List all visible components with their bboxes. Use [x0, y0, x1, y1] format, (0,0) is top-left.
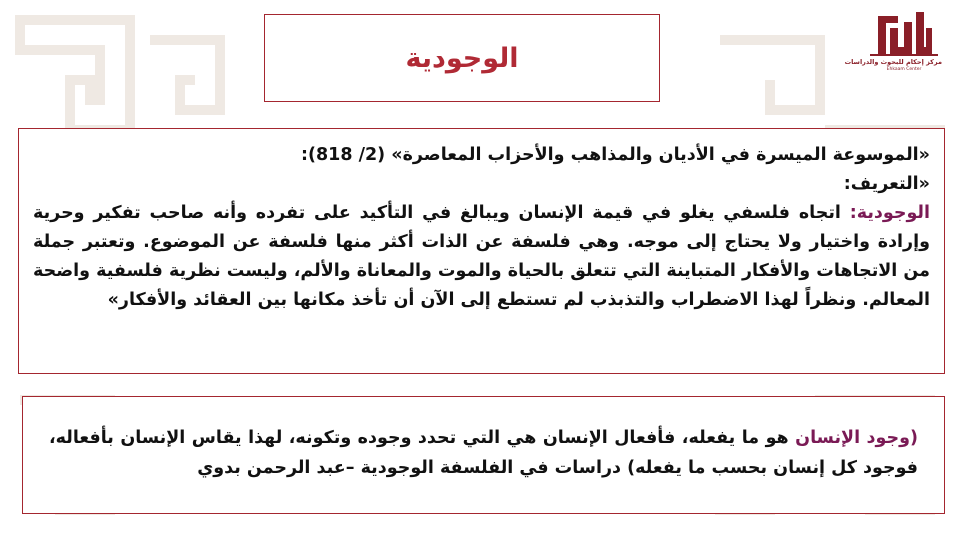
definition-body: اتجاه فلسفي يغلو في قيمة الإنسان ويبالغ في التأكيد على تفرده وأنه صاحب تفكير وحرية وإرادة واختيار ولا يحتاج إلى موجه. وهي فلسفة عن الذات أكثر منها فلسفة عن الموضوع. وتعتبر جملة من الاتجاهات والأفكار المتباينة التي تتعلق بالحياة والموت والمعاناة والألم، وليست نظرية فلسفية واضحة المعالم. ونظراً لهذا الاضطراب والتذبذب لم تستطع إلى الآن أن تأخذ مكانها بين العقائد والأفكار»: [33, 203, 930, 310]
quote-highlight: (وجود الإنسان: [795, 428, 918, 448]
definition-paragraph: [33, 203, 930, 310]
definition-label: الوجودية:: [849, 203, 930, 223]
logo-subcaption: Ehkaam Center: [886, 67, 922, 72]
title-box: [264, 14, 660, 102]
slide-title: الوجودية: [405, 42, 519, 74]
logo-caption: مركز إحكام للبحوث والدراسات: [844, 58, 942, 66]
quote-source: «الموسوعة الميسرة في الأديان والمذاهب والأحزاب المعاصرة» (2/ 818):: [300, 145, 930, 165]
ehkaam-logo: [844, 8, 942, 92]
definition-heading: «التعريف:: [843, 174, 930, 194]
quote-body: هو ما يفعله، فأفعال الإنسان هي التي تحدد وجوده وتكونه، لهذا يقاس الإنسان بأفعاله، فوجود كل إنسان بحسب ما يفعله) دراسات في الفلسفة الوجودية –عبد الرحمن بدوي: [49, 428, 918, 478]
encyclopedia-quote-box: [18, 128, 945, 374]
badawi-quote-box: [22, 396, 945, 514]
